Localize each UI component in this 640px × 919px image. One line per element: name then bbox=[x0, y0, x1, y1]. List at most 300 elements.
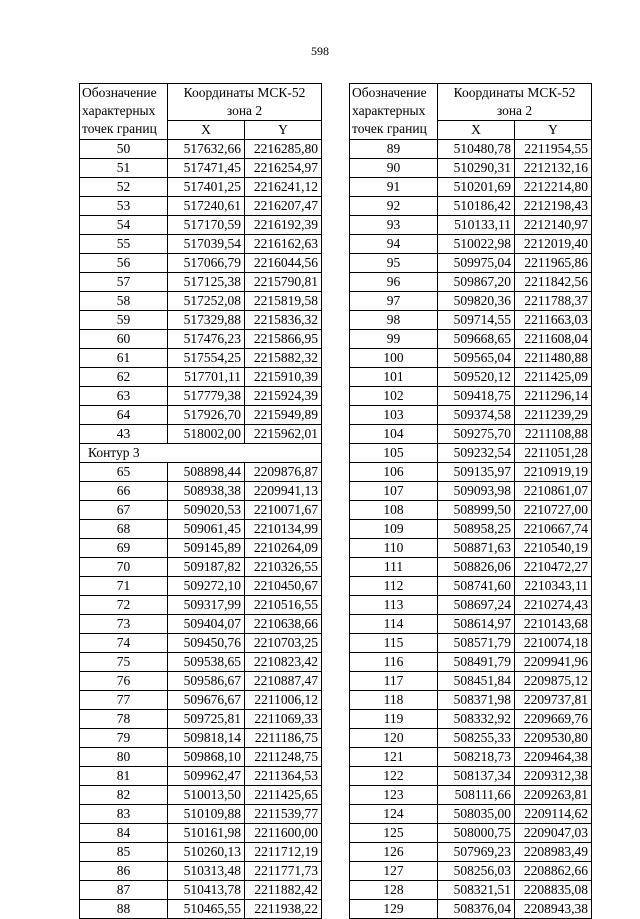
coordinates-table-left bbox=[79, 83, 322, 919]
point-id-cell: 51 bbox=[80, 159, 168, 178]
table-row bbox=[350, 729, 592, 748]
y-coordinate-cell: 2216192,39 bbox=[245, 216, 322, 235]
x-coordinate-cell: 510109,88 bbox=[168, 805, 245, 824]
point-id-cell: 92 bbox=[350, 197, 438, 216]
table-row bbox=[350, 900, 592, 919]
table-row bbox=[350, 254, 592, 273]
point-id-cell: 81 bbox=[80, 767, 168, 786]
y-coordinate-cell: 2211954,55 bbox=[515, 140, 592, 159]
y-coordinate-cell: 2210638,66 bbox=[245, 615, 322, 634]
x-coordinate-cell: 509725,81 bbox=[168, 710, 245, 729]
coords-header-line: Координаты МСК-52 bbox=[453, 85, 576, 100]
point-header-line: характерных bbox=[82, 103, 156, 118]
point-id-cell: 80 bbox=[80, 748, 168, 767]
table-row bbox=[80, 349, 322, 368]
x-coordinate-cell: 508376,04 bbox=[438, 900, 515, 919]
y-column-header: Y bbox=[515, 121, 592, 140]
point-id-cell: 101 bbox=[350, 368, 438, 387]
y-coordinate-cell: 2208862,66 bbox=[515, 862, 592, 881]
y-coordinate-cell: 2211608,04 bbox=[515, 330, 592, 349]
x-coordinate-cell: 508332,92 bbox=[438, 710, 515, 729]
point-id-cell: 88 bbox=[80, 900, 168, 919]
x-coordinate-cell: 517170,59 bbox=[168, 216, 245, 235]
table-row bbox=[80, 159, 322, 178]
x-coordinate-cell: 508697,24 bbox=[438, 596, 515, 615]
y-coordinate-cell: 2211965,86 bbox=[515, 254, 592, 273]
x-coordinate-cell: 509232,54 bbox=[438, 444, 515, 463]
y-coordinate-cell: 2210071,67 bbox=[245, 501, 322, 520]
point-id-cell: 64 bbox=[80, 406, 168, 425]
x-coordinate-cell: 510022,98 bbox=[438, 235, 515, 254]
point-header-line: Обозначение bbox=[352, 85, 427, 100]
y-coordinate-cell: 2209941,96 bbox=[515, 653, 592, 672]
x-coordinate-cell: 508111,66 bbox=[438, 786, 515, 805]
table-row bbox=[80, 653, 322, 672]
y-coordinate-cell: 2215866,95 bbox=[245, 330, 322, 349]
x-coordinate-cell: 517252,08 bbox=[168, 292, 245, 311]
table-row bbox=[350, 862, 592, 881]
table-row bbox=[80, 406, 322, 425]
right-table-body bbox=[350, 84, 592, 919]
point-id-cell: 123 bbox=[350, 786, 438, 805]
left-table-body bbox=[80, 84, 322, 919]
point-header-line: точек границ bbox=[82, 121, 157, 136]
point-id-cell: 115 bbox=[350, 634, 438, 653]
point-id-cell: 79 bbox=[80, 729, 168, 748]
table-row bbox=[80, 881, 322, 900]
x-coordinate-cell: 508826,06 bbox=[438, 558, 515, 577]
table-row bbox=[80, 425, 322, 444]
point-id-cell: 56 bbox=[80, 254, 168, 273]
y-coordinate-cell: 2211006,12 bbox=[245, 691, 322, 710]
point-id-cell: 43 bbox=[80, 425, 168, 444]
point-id-cell: 99 bbox=[350, 330, 438, 349]
x-coordinate-cell: 509275,70 bbox=[438, 425, 515, 444]
x-coordinate-cell: 508999,50 bbox=[438, 501, 515, 520]
table-row bbox=[350, 710, 592, 729]
x-column-header: X bbox=[438, 121, 515, 140]
table-row bbox=[350, 653, 592, 672]
point-id-cell: 109 bbox=[350, 520, 438, 539]
x-coordinate-cell: 517039,54 bbox=[168, 235, 245, 254]
table-row bbox=[350, 178, 592, 197]
point-id-cell: 100 bbox=[350, 349, 438, 368]
point-id-cell: 84 bbox=[80, 824, 168, 843]
point-id-cell: 71 bbox=[80, 577, 168, 596]
y-coordinate-cell: 2211296,14 bbox=[515, 387, 592, 406]
table-row bbox=[80, 843, 322, 862]
x-coordinate-cell: 508371,98 bbox=[438, 691, 515, 710]
table-row bbox=[80, 748, 322, 767]
table-row bbox=[350, 558, 592, 577]
table-row bbox=[350, 805, 592, 824]
table-row bbox=[80, 140, 322, 159]
point-id-cell: 75 bbox=[80, 653, 168, 672]
table-row bbox=[80, 311, 322, 330]
point-id-cell: 120 bbox=[350, 729, 438, 748]
x-coordinate-cell: 509187,82 bbox=[168, 558, 245, 577]
x-coordinate-cell: 508000,75 bbox=[438, 824, 515, 843]
x-coordinate-cell: 509538,65 bbox=[168, 653, 245, 672]
x-coordinate-cell: 510313,48 bbox=[168, 862, 245, 881]
table-row bbox=[80, 387, 322, 406]
y-coordinate-cell: 2209263,81 bbox=[515, 786, 592, 805]
y-coordinate-cell: 2215819,58 bbox=[245, 292, 322, 311]
point-id-cell: 69 bbox=[80, 539, 168, 558]
table-row bbox=[80, 862, 322, 881]
point-id-cell: 90 bbox=[350, 159, 438, 178]
table-row bbox=[80, 596, 322, 615]
x-coordinate-cell: 508255,33 bbox=[438, 729, 515, 748]
x-coordinate-cell: 510480,78 bbox=[438, 140, 515, 159]
x-coordinate-cell: 509272,10 bbox=[168, 577, 245, 596]
y-coordinate-cell: 2215949,89 bbox=[245, 406, 322, 425]
y-coordinate-cell: 2210727,00 bbox=[515, 501, 592, 520]
y-coordinate-cell: 2209669,76 bbox=[515, 710, 592, 729]
y-coordinate-cell: 2212019,40 bbox=[515, 235, 592, 254]
y-coordinate-cell: 2210823,42 bbox=[245, 653, 322, 672]
coords-header-line: зона 2 bbox=[496, 103, 533, 118]
point-id-cell: 118 bbox=[350, 691, 438, 710]
table-row bbox=[80, 482, 322, 501]
y-coordinate-cell: 2211364,53 bbox=[245, 767, 322, 786]
point-id-cell: 102 bbox=[350, 387, 438, 406]
y-coordinate-cell: 2211425,65 bbox=[245, 786, 322, 805]
x-coordinate-cell: 517471,45 bbox=[168, 159, 245, 178]
x-coordinate-cell: 508218,73 bbox=[438, 748, 515, 767]
x-coordinate-cell: 509093,98 bbox=[438, 482, 515, 501]
x-coordinate-cell: 510133,11 bbox=[438, 216, 515, 235]
x-coordinate-cell: 517240,61 bbox=[168, 197, 245, 216]
y-coordinate-cell: 2209312,38 bbox=[515, 767, 592, 786]
y-column-header: Y bbox=[245, 121, 322, 140]
point-id-cell: 67 bbox=[80, 501, 168, 520]
point-id-cell: 97 bbox=[350, 292, 438, 311]
x-coordinate-cell: 517926,70 bbox=[168, 406, 245, 425]
point-id-cell: 105 bbox=[350, 444, 438, 463]
y-coordinate-cell: 2210326,55 bbox=[245, 558, 322, 577]
x-coordinate-cell: 509586,67 bbox=[168, 672, 245, 691]
y-coordinate-cell: 2211771,73 bbox=[245, 862, 322, 881]
point-id-cell: 119 bbox=[350, 710, 438, 729]
x-coordinate-cell: 510161,98 bbox=[168, 824, 245, 843]
coords-header-line: Координаты МСК-52 bbox=[183, 85, 306, 100]
point-id-cell: 106 bbox=[350, 463, 438, 482]
x-coordinate-cell: 517554,25 bbox=[168, 349, 245, 368]
point-id-cell: 98 bbox=[350, 311, 438, 330]
x-coordinate-cell: 510201,69 bbox=[438, 178, 515, 197]
x-coordinate-cell: 510013,50 bbox=[168, 786, 245, 805]
table-row bbox=[350, 539, 592, 558]
table-row bbox=[350, 843, 592, 862]
table-row bbox=[80, 558, 322, 577]
x-coordinate-cell: 517066,79 bbox=[168, 254, 245, 273]
y-coordinate-cell: 2209941,13 bbox=[245, 482, 322, 501]
y-coordinate-cell: 2210667,74 bbox=[515, 520, 592, 539]
y-coordinate-cell: 2211480,88 bbox=[515, 349, 592, 368]
table-row bbox=[80, 216, 322, 235]
point-id-cell: 113 bbox=[350, 596, 438, 615]
point-id-cell: 116 bbox=[350, 653, 438, 672]
table-row bbox=[350, 482, 592, 501]
table-row bbox=[80, 235, 322, 254]
table-row bbox=[80, 805, 322, 824]
point-header-line: характерных bbox=[352, 103, 426, 118]
y-coordinate-cell: 2209047,03 bbox=[515, 824, 592, 843]
y-coordinate-cell: 2211788,37 bbox=[515, 292, 592, 311]
table-row bbox=[350, 463, 592, 482]
x-coordinate-cell: 509975,04 bbox=[438, 254, 515, 273]
coordinates-column-header bbox=[438, 84, 592, 121]
x-coordinate-cell: 508137,34 bbox=[438, 767, 515, 786]
y-coordinate-cell: 2211539,77 bbox=[245, 805, 322, 824]
y-coordinate-cell: 2212132,16 bbox=[515, 159, 592, 178]
y-coordinate-cell: 2211600,00 bbox=[245, 824, 322, 843]
point-id-cell: 128 bbox=[350, 881, 438, 900]
table-row bbox=[350, 691, 592, 710]
table-row bbox=[350, 444, 592, 463]
page-number: 598 bbox=[311, 44, 329, 58]
y-coordinate-cell: 2216254,97 bbox=[245, 159, 322, 178]
table-row bbox=[350, 292, 592, 311]
table-row bbox=[80, 634, 322, 653]
table-row bbox=[350, 824, 592, 843]
x-coordinate-cell: 509061,45 bbox=[168, 520, 245, 539]
x-coordinate-cell: 508035,00 bbox=[438, 805, 515, 824]
y-coordinate-cell: 2209875,12 bbox=[515, 672, 592, 691]
y-coordinate-cell: 2210887,47 bbox=[245, 672, 322, 691]
point-id-cell: 111 bbox=[350, 558, 438, 577]
table-row bbox=[350, 615, 592, 634]
y-coordinate-cell: 2210134,99 bbox=[245, 520, 322, 539]
table-row bbox=[80, 273, 322, 292]
y-coordinate-cell: 2212214,80 bbox=[515, 178, 592, 197]
table-row bbox=[80, 824, 322, 843]
x-coordinate-cell: 509450,76 bbox=[168, 634, 245, 653]
x-coordinate-cell: 517401,25 bbox=[168, 178, 245, 197]
y-coordinate-cell: 2211248,75 bbox=[245, 748, 322, 767]
y-coordinate-cell: 2210472,27 bbox=[515, 558, 592, 577]
x-coordinate-cell: 517476,23 bbox=[168, 330, 245, 349]
point-id-cell: 78 bbox=[80, 710, 168, 729]
table-row bbox=[350, 387, 592, 406]
x-coordinate-cell: 517701,11 bbox=[168, 368, 245, 387]
x-coordinate-cell: 509565,04 bbox=[438, 349, 515, 368]
y-coordinate-cell: 2215924,39 bbox=[245, 387, 322, 406]
y-coordinate-cell: 2212198,43 bbox=[515, 197, 592, 216]
point-id-cell: 108 bbox=[350, 501, 438, 520]
x-coordinate-cell: 509404,07 bbox=[168, 615, 245, 634]
x-coordinate-cell: 510465,55 bbox=[168, 900, 245, 919]
y-coordinate-cell: 2210143,68 bbox=[515, 615, 592, 634]
table-row bbox=[80, 539, 322, 558]
table-row bbox=[350, 634, 592, 653]
y-coordinate-cell: 2211712,19 bbox=[245, 843, 322, 862]
y-coordinate-cell: 2216241,12 bbox=[245, 178, 322, 197]
table-row bbox=[80, 900, 322, 919]
point-id-cell: 53 bbox=[80, 197, 168, 216]
table-row bbox=[80, 767, 322, 786]
point-id-cell: 104 bbox=[350, 425, 438, 444]
y-coordinate-cell: 2210274,43 bbox=[515, 596, 592, 615]
x-coordinate-cell: 508898,44 bbox=[168, 463, 245, 482]
point-id-cell: 124 bbox=[350, 805, 438, 824]
table-row bbox=[80, 615, 322, 634]
point-id-cell: 85 bbox=[80, 843, 168, 862]
point-id-cell: 73 bbox=[80, 615, 168, 634]
point-id-cell: 83 bbox=[80, 805, 168, 824]
y-coordinate-cell: 2211842,56 bbox=[515, 273, 592, 292]
point-header-line: точек границ bbox=[352, 121, 427, 136]
table-row bbox=[350, 349, 592, 368]
table-row bbox=[80, 729, 322, 748]
y-coordinate-cell: 2211051,28 bbox=[515, 444, 592, 463]
point-id-cell: 57 bbox=[80, 273, 168, 292]
point-id-cell: 89 bbox=[350, 140, 438, 159]
point-id-cell: 70 bbox=[80, 558, 168, 577]
table-row bbox=[80, 672, 322, 691]
table-row bbox=[80, 178, 322, 197]
table-row bbox=[80, 254, 322, 273]
x-coordinate-cell: 510413,78 bbox=[168, 881, 245, 900]
table-row bbox=[350, 330, 592, 349]
table-row bbox=[350, 748, 592, 767]
table-row bbox=[350, 311, 592, 330]
table-row bbox=[80, 368, 322, 387]
y-coordinate-cell: 2209530,80 bbox=[515, 729, 592, 748]
point-id-cell: 93 bbox=[350, 216, 438, 235]
table-row bbox=[350, 273, 592, 292]
table-row bbox=[350, 140, 592, 159]
point-id-cell: 86 bbox=[80, 862, 168, 881]
point-id-cell: 114 bbox=[350, 615, 438, 634]
point-id-cell: 77 bbox=[80, 691, 168, 710]
point-id-cell: 63 bbox=[80, 387, 168, 406]
table-row bbox=[80, 786, 322, 805]
point-id-cell: 127 bbox=[350, 862, 438, 881]
point-id-cell: 117 bbox=[350, 672, 438, 691]
point-id-cell: 126 bbox=[350, 843, 438, 862]
x-column-header: X bbox=[168, 121, 245, 140]
point-id-cell: 107 bbox=[350, 482, 438, 501]
y-coordinate-cell: 2210516,55 bbox=[245, 596, 322, 615]
y-coordinate-cell: 2211663,03 bbox=[515, 311, 592, 330]
table-row bbox=[350, 881, 592, 900]
y-coordinate-cell: 2208983,49 bbox=[515, 843, 592, 862]
y-coordinate-cell: 2208943,38 bbox=[515, 900, 592, 919]
y-coordinate-cell: 2212140,97 bbox=[515, 216, 592, 235]
point-column-header bbox=[350, 84, 438, 140]
table-row bbox=[80, 501, 322, 520]
point-id-cell: 125 bbox=[350, 824, 438, 843]
y-coordinate-cell: 2216162,63 bbox=[245, 235, 322, 254]
y-coordinate-cell: 2210703,25 bbox=[245, 634, 322, 653]
table-row bbox=[350, 672, 592, 691]
point-id-cell: 82 bbox=[80, 786, 168, 805]
x-coordinate-cell: 517632,66 bbox=[168, 140, 245, 159]
coordinates-table-right bbox=[349, 83, 592, 919]
x-coordinate-cell: 509676,67 bbox=[168, 691, 245, 710]
point-column-header bbox=[80, 84, 168, 140]
x-coordinate-cell: 508938,38 bbox=[168, 482, 245, 501]
table-row bbox=[350, 520, 592, 539]
point-id-cell: 122 bbox=[350, 767, 438, 786]
point-id-cell: 129 bbox=[350, 900, 438, 919]
point-id-cell: 62 bbox=[80, 368, 168, 387]
x-coordinate-cell: 517779,38 bbox=[168, 387, 245, 406]
x-coordinate-cell: 509962,47 bbox=[168, 767, 245, 786]
y-coordinate-cell: 2216044,56 bbox=[245, 254, 322, 273]
x-coordinate-cell: 509374,58 bbox=[438, 406, 515, 425]
x-coordinate-cell: 509668,65 bbox=[438, 330, 515, 349]
point-id-cell: 52 bbox=[80, 178, 168, 197]
x-coordinate-cell: 517125,38 bbox=[168, 273, 245, 292]
y-coordinate-cell: 2210540,19 bbox=[515, 539, 592, 558]
y-coordinate-cell: 2211425,09 bbox=[515, 368, 592, 387]
x-coordinate-cell: 508256,03 bbox=[438, 862, 515, 881]
table-row bbox=[80, 197, 322, 216]
y-coordinate-cell: 2215836,32 bbox=[245, 311, 322, 330]
y-coordinate-cell: 2215882,32 bbox=[245, 349, 322, 368]
table-row bbox=[80, 710, 322, 729]
point-id-cell: 58 bbox=[80, 292, 168, 311]
x-coordinate-cell: 508871,63 bbox=[438, 539, 515, 558]
y-coordinate-cell: 2211938,22 bbox=[245, 900, 322, 919]
point-id-cell: 76 bbox=[80, 672, 168, 691]
x-coordinate-cell: 510290,31 bbox=[438, 159, 515, 178]
y-coordinate-cell: 2209464,38 bbox=[515, 748, 592, 767]
x-coordinate-cell: 518002,00 bbox=[168, 425, 245, 444]
y-coordinate-cell: 2215910,39 bbox=[245, 368, 322, 387]
y-coordinate-cell: 2211108,88 bbox=[515, 425, 592, 444]
x-coordinate-cell: 509714,55 bbox=[438, 311, 515, 330]
table-row bbox=[350, 425, 592, 444]
y-coordinate-cell: 2209876,87 bbox=[245, 463, 322, 482]
x-coordinate-cell: 508491,79 bbox=[438, 653, 515, 672]
y-coordinate-cell: 2216285,80 bbox=[245, 140, 322, 159]
y-coordinate-cell: 2210861,07 bbox=[515, 482, 592, 501]
x-coordinate-cell: 509020,53 bbox=[168, 501, 245, 520]
table-row bbox=[350, 786, 592, 805]
table-row bbox=[80, 463, 322, 482]
section-row bbox=[80, 444, 322, 463]
x-coordinate-cell: 509868,10 bbox=[168, 748, 245, 767]
y-coordinate-cell: 2210074,18 bbox=[515, 634, 592, 653]
y-coordinate-cell: 2210450,67 bbox=[245, 577, 322, 596]
y-coordinate-cell: 2210343,11 bbox=[515, 577, 592, 596]
y-coordinate-cell: 2216207,47 bbox=[245, 197, 322, 216]
point-id-cell: 50 bbox=[80, 140, 168, 159]
x-coordinate-cell: 508741,60 bbox=[438, 577, 515, 596]
x-coordinate-cell: 508958,25 bbox=[438, 520, 515, 539]
y-coordinate-cell: 2211239,29 bbox=[515, 406, 592, 425]
table-row bbox=[350, 159, 592, 178]
x-coordinate-cell: 509820,36 bbox=[438, 292, 515, 311]
y-coordinate-cell: 2211882,42 bbox=[245, 881, 322, 900]
x-coordinate-cell: 509145,89 bbox=[168, 539, 245, 558]
table-row bbox=[80, 292, 322, 311]
point-id-cell: 66 bbox=[80, 482, 168, 501]
y-coordinate-cell: 2211186,75 bbox=[245, 729, 322, 748]
section-label: Контур 3 bbox=[80, 444, 322, 463]
table-row bbox=[350, 197, 592, 216]
point-id-cell: 96 bbox=[350, 273, 438, 292]
x-coordinate-cell: 508321,51 bbox=[438, 881, 515, 900]
x-coordinate-cell: 509418,75 bbox=[438, 387, 515, 406]
table-row bbox=[80, 520, 322, 539]
x-coordinate-cell: 510260,13 bbox=[168, 843, 245, 862]
x-coordinate-cell: 509818,14 bbox=[168, 729, 245, 748]
